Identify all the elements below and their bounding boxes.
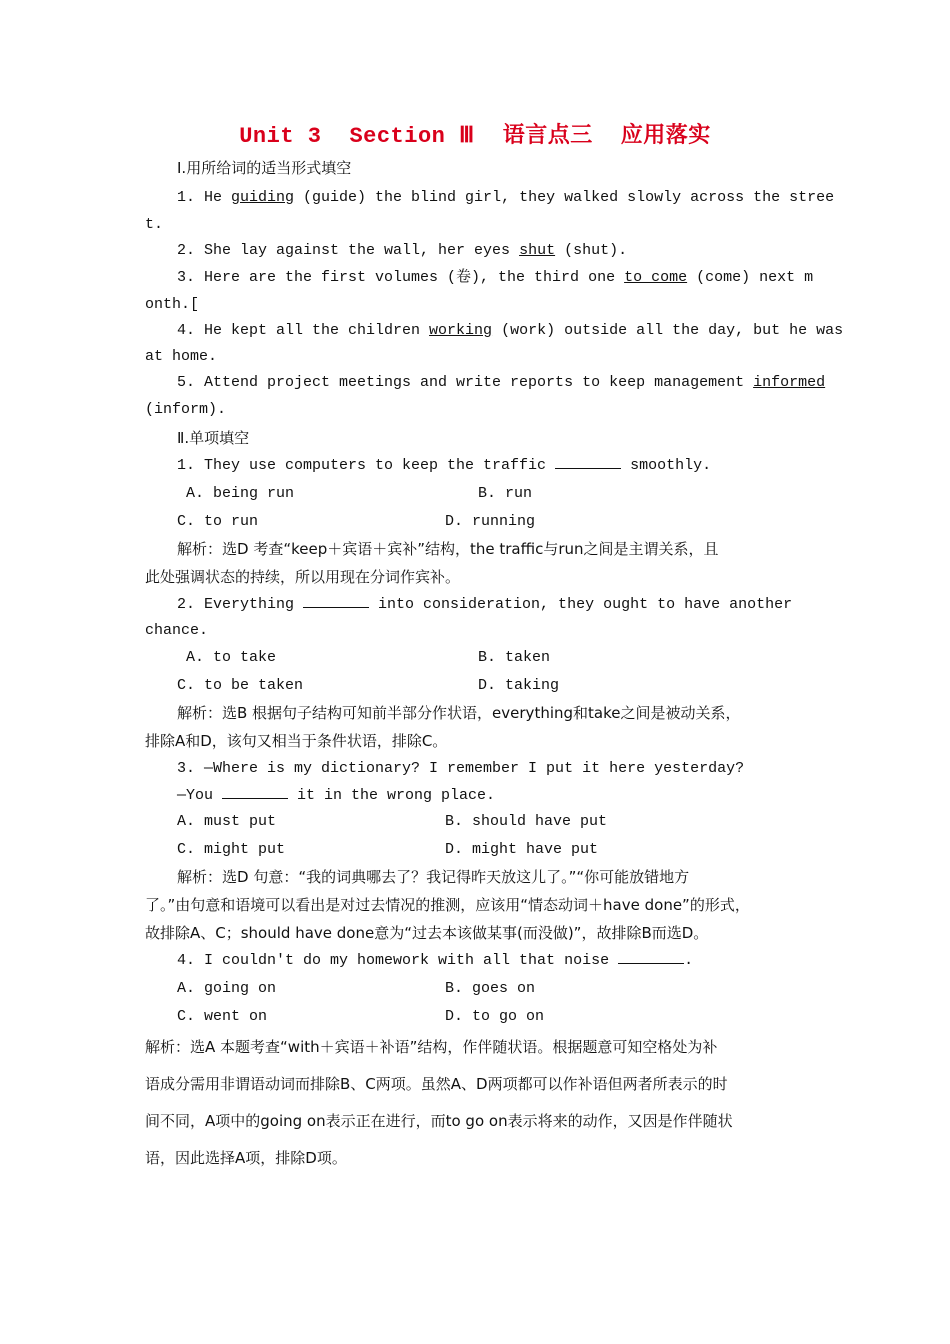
p2-q1-option-c: C. to run [177, 513, 259, 530]
p2-q4-explanation-2: 语成分需用非谓语动词而排除B、C两项。虽然A、D两项都可以作补语但两者所表示的时 [145, 1075, 728, 1093]
p1-q1-answer: guiding [231, 189, 295, 206]
p1-q5-line1: 5. Attend project meetings and write reports to keep management informed [177, 374, 826, 391]
p2-q3-stem-2: —You it in the wrong place. [177, 783, 842, 809]
p2-q4-stem: 4. I couldn't do my homework with all that noise . [177, 948, 842, 974]
p2-q4-explanation-1: 解析：选A 本题考查“with＋宾语＋补语”结构，作伴随状语。根据题意可知空格处为补 [145, 1038, 718, 1056]
p2-q1-stem: 1. They use computers to keep the traffic smoothly. [177, 453, 842, 479]
p1-q1-line2: t. [145, 216, 164, 233]
p1-q5-answer: informed [753, 374, 826, 391]
p2-q2-option-d: D. taking [478, 677, 560, 694]
p1-q2-line1: 2. She lay against the wall, her eyes shut (shut). [177, 242, 628, 259]
part2-heading: Ⅱ.单项填空 [177, 429, 250, 447]
p1-q3-line1: 3. Here are the first volumes (卷), the third one to come (come) next m [177, 269, 814, 286]
p2-q3-option-b: B. should have put [445, 813, 608, 830]
p2-q3-option-d: D. might have put [445, 841, 599, 858]
answer-blank [555, 454, 621, 469]
p2-q2-option-b: B. taken [478, 649, 551, 666]
p1-q3-line2: onth.[ [145, 296, 200, 313]
p2-q4-explanation-3: 间不同，A项中的going on表示正在进行，而to go on表示将来的动作，又因是作伴随状 [145, 1112, 733, 1130]
p2-q4-option-b: B. goes on [445, 980, 536, 997]
answer-blank [618, 949, 684, 964]
p2-q3-explanation-2: 了。”由句意和语境可以看出是对过去情况的推测，应该用“情态动词＋have done”的形式， [145, 896, 750, 914]
title-point: 语言点三 [502, 123, 593, 148]
p2-q4-option-a: A. going on [177, 980, 277, 997]
p2-q2-explanation-2: 排除A和D，该句又相当于条件状语，排除C。 [145, 732, 448, 750]
title-section: Section Ⅲ [349, 124, 475, 149]
p2-q3-explanation-3: 故排除A、C；should have done意为“过去本该做某事(而没做)”，故排除B而选D。 [145, 924, 709, 942]
p1-q2-answer: shut [519, 242, 556, 259]
p2-q3-option-c: C. might put [177, 841, 286, 858]
page-title [0, 118, 950, 149]
p1-q4-line2: at home. [145, 348, 218, 365]
p2-q2-stem: 2. Everything into consideration, they ought to have another [177, 592, 842, 618]
answer-blank [303, 593, 369, 608]
p2-q3-explanation-1: 解析：选D 句意：“我的词典哪去了？我记得昨天放这儿了。”“你可能放错地方 [177, 868, 690, 886]
p2-q1-explanation-2: 此处强调状态的持续，所以用现在分词作宾补。 [145, 568, 461, 586]
p1-q4-answer: working [429, 322, 493, 339]
p1-q1-line1: 1. He guiding (guide) the blind girl, they walked slowly across the stree [177, 189, 835, 206]
p2-q1-option-a: A. being run [186, 485, 295, 502]
title-apply: 应用落实 [620, 123, 711, 148]
p2-q1-option-d: D. running [445, 513, 536, 530]
p1-q5-line2: (inform). [145, 401, 227, 418]
p1-q4-line1: 4. He kept all the children working (work) outside all the day, but he was [177, 322, 844, 339]
p2-q2-explanation-1: 解析：选B 根据句子结构可知前半部分作状语，everything和take之间是被动关系， [177, 704, 741, 722]
p2-q4-explanation-4: 语，因此选择A项，排除D项。 [145, 1149, 347, 1167]
part1-heading: Ⅰ.用所给词的适当形式填空 [177, 159, 352, 177]
p2-q3-stem-1: 3. —Where is my dictionary? I remember I put it here yesterday? [177, 760, 745, 777]
answer-blank [222, 784, 288, 799]
p1-q3-answer: to come [624, 269, 688, 286]
p2-q2-option-c: C. to be taken [177, 677, 304, 694]
p2-q4-option-c: C. went on [177, 1008, 268, 1025]
title-unit: Unit 3 [239, 124, 322, 149]
p2-q4-option-d: D. to go on [445, 1008, 545, 1025]
p2-q1-option-b: B. run [478, 485, 533, 502]
p2-q1-explanation-1: 解析：选D 考查“keep＋宾语＋宾补”结构，the traffic与run之间是主谓关系，且 [177, 540, 719, 558]
p2-q2-option-a: A. to take [186, 649, 277, 666]
p2-q3-option-a: A. must put [177, 813, 277, 830]
p2-q2-stem-cont: chance. [145, 622, 209, 639]
